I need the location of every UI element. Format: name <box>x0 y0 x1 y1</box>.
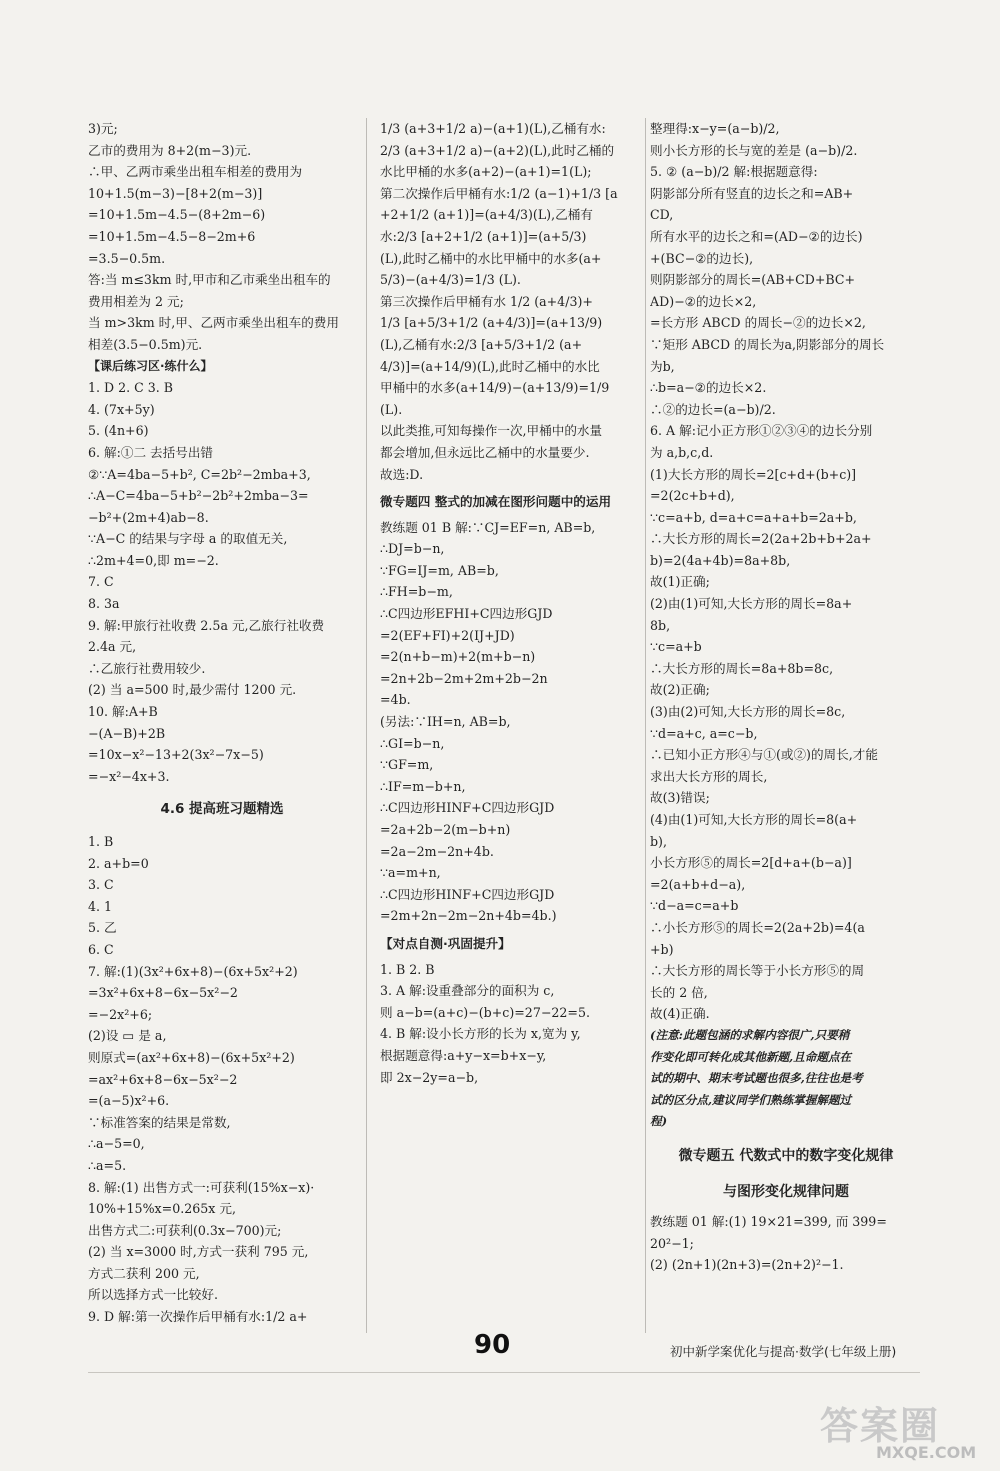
answer-line: 7. 解:(1)(3x²+6x+8)−(6x+5x²+2) <box>88 963 298 979</box>
answer-line: 费用相差为 2 元; <box>88 293 184 309</box>
footer-rule <box>88 1372 920 1373</box>
section-heading: 微专题四 整式的加减在图形问题中的运用 <box>380 494 612 510</box>
section-heading: 与图形变化规律问题 <box>723 1183 849 1200</box>
answer-line: +b) <box>650 941 674 957</box>
answer-line: 4. 1 <box>88 898 113 914</box>
answer-line: ∴C四边形HINF+C四边形GJD <box>380 886 555 902</box>
answer-line: 乙市的费用为 8+2(m−3)元. <box>88 142 252 158</box>
answer-line: =3.5−0.5m. <box>88 250 166 266</box>
answer-line: ∴a−5=0, <box>88 1136 145 1152</box>
answer-line: 9. 解:甲旅行社收费 2.5a 元,乙旅行社收费 <box>88 617 325 633</box>
answer-line: 则小长方形的长与宽的差是 (a−b)/2. <box>650 142 858 158</box>
answer-line: (2) 当 a=500 时,最少需付 1200 元. <box>88 682 297 698</box>
answer-line: 1. B <box>88 834 114 849</box>
answer-line: 试的期中、期末考试题也很多,往往也是考 <box>650 1071 863 1086</box>
answer-line: 10. 解:A+B <box>88 704 158 720</box>
answer-line: 则 a−b=(a+c)−(b+c)=27−22=5. <box>380 1004 590 1020</box>
answer-line: 第三次操作后甲桶有水 1/2 (a+4/3)+ <box>380 293 593 309</box>
column-left <box>88 118 356 1328</box>
answer-line: 所有水平的边长之和=(AD−②的边长) <box>650 228 863 244</box>
answer-line: 相差(3.5−0.5m)元. <box>88 336 203 352</box>
answer-line: 答:当 m≤3km 时,甲市和乙市乘坐出租车的 <box>88 272 331 288</box>
column-right <box>650 118 922 1276</box>
answer-line: =2a+2b−2(m−b+n) <box>380 822 511 837</box>
answer-line: =10+1.5m−4.5−(8+2m−6) <box>88 207 266 223</box>
answer-line: (注意:此题包涵的求解内容很广,只要稍 <box>650 1027 850 1042</box>
answer-line: =2a−2m−2n+4b. <box>380 843 494 859</box>
answer-line: =3x²+6x+8−6x−5x²−2 <box>88 985 238 1001</box>
answer-line: ∵GF=m, <box>380 757 434 773</box>
section-heading: 4.6 提高班习题精选 <box>160 801 284 818</box>
answer-line: =−2x²+6; <box>88 1006 153 1022</box>
answer-line: =2(a+b+d−a), <box>650 876 746 892</box>
answer-line: ∵d=a+c, a=c−b, <box>650 725 758 741</box>
answer-line: b), <box>650 833 667 849</box>
answer-line: ∵A−C 的结果与字母 a 的取值无关, <box>88 531 288 547</box>
answer-line: 9. D 解:第一次操作后甲桶有水:1/2 a+ <box>88 1309 308 1325</box>
answer-line: 故(2)正确; <box>650 682 710 698</box>
answer-line: 整理得:x−y=(a−b)/2, <box>650 121 780 136</box>
answer-line: 所以选择方式一比较好. <box>88 1287 218 1303</box>
answer-line: =2(2c+b+d), <box>650 488 735 504</box>
answer-line: ∴C四边形HINF+C四边形GJD <box>380 800 555 816</box>
answer-line: (2)由(1)可知,大长方形的周长=8a+ <box>650 596 853 612</box>
answer-line: (3)由(2)可知,大长方形的周长=8c, <box>650 704 846 720</box>
column-middle <box>380 118 642 1088</box>
answer-line: 4. B 解:设小长方形的长为 x,宽为 y, <box>380 1026 581 1042</box>
answer-line: 6. C <box>88 941 114 957</box>
section-heading: 微专题五 代数式中的数字变化规律 <box>678 1147 894 1164</box>
answer-line: 2. a+b=0 <box>88 855 149 871</box>
answer-line: 1. B 2. B <box>380 961 435 977</box>
answer-line: =长方形 ABCD 的周长−②的边长×2, <box>650 315 866 331</box>
answer-line: 1/3 [a+5/3+1/2 (a+4/3)]=(a+13/9) <box>380 315 603 331</box>
answer-line: =4b. <box>380 692 411 708</box>
answer-line: ∴2m+4=0,即 m=−2. <box>88 552 219 568</box>
answer-line: (4)由(1)可知,大长方形的周长=8(a+ <box>650 812 858 827</box>
answer-line: +2+1/2 (a+1)]=(a+4/3)(L),乙桶有 <box>380 207 593 223</box>
column-divider <box>645 118 646 1333</box>
answer-line: ∴FH=b−m, <box>380 584 453 600</box>
answer-line: 20²−1; <box>650 1235 694 1251</box>
answer-line: 作变化即可转化成其他新题,且命题点在 <box>650 1049 852 1064</box>
answer-line: 6. 解:①二 去括号出错 <box>88 444 214 460</box>
answer-line: 程) <box>650 1114 668 1129</box>
answer-line: 4. (7x+5y) <box>88 401 155 417</box>
page-number: 90 <box>474 1330 511 1360</box>
answer-line: =2n+2b−2m+2m+2b−2n <box>380 670 548 686</box>
answer-line: 都会增加,但永远比乙桶中的水量要少. <box>380 444 590 460</box>
answer-line: 8. 解:(1) 出售方式一:可获利(15%x−x)· <box>88 1179 315 1195</box>
answer-line: ∴大长方形的周长等于小长方形⑤的周 <box>650 963 865 979</box>
answer-line: 5. (4n+6) <box>88 423 149 439</box>
answer-line: 长的 2 倍, <box>650 984 708 1000</box>
answer-line: 5. 乙 <box>88 920 117 936</box>
answer-line: 3)元; <box>88 121 118 136</box>
answer-line: 水:2/3 [a+2+1/2 (a+1)]=(a+5/3) <box>380 228 587 244</box>
answer-line: ∴大长方形的周长=8a+8b=8c, <box>650 660 834 676</box>
answer-line: ∵c=a+b, d=a+c=a+a+b=2a+b, <box>650 509 857 525</box>
answer-line: 出售方式二:可获利(0.3x−700)元; <box>88 1222 282 1238</box>
watermark-text: 答案圈 <box>820 1404 941 1448</box>
answer-line: (2) (2n+1)(2n+3)=(2n+2)²−1. <box>650 1257 844 1273</box>
answer-line: 故(4)正确. <box>650 1006 710 1022</box>
answer-line: 2.4a 元, <box>88 639 137 655</box>
answer-line: 2/3 (a+3+1/2 a)−(a+2)(L),此时乙桶的 <box>380 142 615 158</box>
answer-line: 10+1.5(m−3)−[8+2(m−3)] <box>88 185 263 201</box>
answer-line: ∵标准答案的结果是常数, <box>88 1114 231 1130</box>
answer-line: ∵矩形 ABCD 的周长为a,阴影部分的周长 <box>650 336 885 352</box>
answer-line: ∴IF=m−b+n, <box>380 778 466 794</box>
answer-line: 8b, <box>650 617 671 633</box>
answer-line: (L). <box>380 401 403 417</box>
answer-line: 1/3 (a+3+1/2 a)−(a+1)(L),乙桶有水: <box>380 121 606 136</box>
answer-line: ∴b=a−②的边长×2. <box>650 380 767 396</box>
answer-line: 故(1)正确; <box>650 574 710 590</box>
answer-line: =10+1.5m−4.5−8−2m+6 <box>88 228 256 244</box>
answer-line: (1)大长方形的周长=2[c+d+(b+c)] <box>650 466 857 482</box>
section-heading: 【对点自测·巩固提升】 <box>380 935 511 951</box>
answer-line: 故选:D. <box>380 466 424 482</box>
answer-line: 当 m>3km 时,甲、乙两市乘坐出租车的费用 <box>88 315 339 331</box>
answer-line: 试的区分点,建议同学们熟练掌握解题过 <box>650 1092 852 1107</box>
answer-line: 小长方形⑤的周长=2[d+a+(b−a)] <box>650 855 852 871</box>
answer-line: 10%+15%x=0.265x 元, <box>88 1201 236 1217</box>
answer-line: b)=2(4a+4b)=8a+8b, <box>650 552 791 568</box>
answer-line: (L),此时乙桶中的水比甲桶中的水多(a+ <box>380 250 602 266</box>
answer-line: ∴②的边长=(a−b)/2. <box>650 401 776 417</box>
answer-line: =2(EF+FI)+2(IJ+JD) <box>380 627 515 643</box>
answer-line: 6. A 解:记小正方形①②③④的边长分别 <box>650 423 873 439</box>
answer-line: 5. ② (a−b)/2 解:根据题意得: <box>650 164 818 180</box>
answer-line: =2(n+b−m)+2(m+b−n) <box>380 649 536 665</box>
answer-line: ∴小长方形⑤的周长=2(2a+2b)=4(a <box>650 919 865 935</box>
answer-line: 3. A 解:设重叠部分的面积为 c, <box>380 983 555 999</box>
book-title: 初中新学案优化与提高·数学(七年级上册) <box>670 1344 897 1359</box>
answer-line: (L),乙桶有水:2/3 [a+5/3+1/2 (a+ <box>380 336 583 352</box>
answer-line: −b²+(2m+4)ab−8. <box>88 509 209 525</box>
answer-line: 甲桶中的水多(a+14/9)−(a+13/9)=1/9 <box>380 380 610 396</box>
answer-line: CD, <box>650 207 674 223</box>
watermark-logo <box>820 1395 990 1465</box>
answer-line: =2m+2n−2m−2n+4b=4b.) <box>380 908 557 924</box>
answer-line: ∴大长方形的周长=2(2a+2b+b+2a+ <box>650 531 872 547</box>
answer-line: 水比甲桶的水多(a+2)−(a+1)=1(L); <box>380 164 592 180</box>
answer-line: (2) 当 x=3000 时,方式一获利 795 元, <box>88 1244 309 1260</box>
watermark-url: MXQE.COM <box>876 1443 977 1462</box>
answer-line: =ax²+6x+8−6x−5x²−2 <box>88 1071 238 1087</box>
answer-line: 即 2x−2y=a−b, <box>380 1069 479 1085</box>
answer-line: 4/3)]=(a+14/9)(L),此时乙桶中的水比 <box>380 358 600 374</box>
answer-line: 5/3)−(a+4/3)=1/3 (L). <box>380 272 521 288</box>
answer-line: ∴A−C=4ba−5+b²−2b²+2mba−3= <box>88 488 309 504</box>
answer-line: 则阴影部分的周长=(AB+CD+BC+ <box>650 272 856 288</box>
answer-line: ∴GI=b−n, <box>380 735 445 751</box>
answer-line: 第二次操作后甲桶有水:1/2 (a−1)+1/3 [a <box>380 185 618 201</box>
answer-line: 教练题 01 解:(1) 19×21=399, 而 399= <box>650 1213 887 1229</box>
answer-line: =(a−5)x²+6. <box>88 1093 170 1109</box>
answer-line: ∵a=m+n, <box>380 865 441 881</box>
answer-line: −(A−B)+2B <box>88 725 166 741</box>
answer-line: ∴C四边形EFHI+C四边形GJD <box>380 606 553 622</box>
answer-line: ∴a=5. <box>88 1157 127 1173</box>
answer-line: 为b, <box>650 358 675 374</box>
answer-line: 阴影部分所有竖直的边长之和=AB+ <box>650 185 854 201</box>
answer-line: 1. D 2. C 3. B <box>88 380 174 396</box>
answer-line: (2)设 ▭ 是 a, <box>88 1028 167 1044</box>
answer-line: ∴乙旅行社费用较少. <box>88 660 206 676</box>
answer-line: 7. C <box>88 574 114 590</box>
answer-line: 8. 3a <box>88 596 120 612</box>
answer-line: =−x²−4x+3. <box>88 768 170 784</box>
answer-line: 求出大长方形的周长, <box>650 768 768 784</box>
answer-line: (另法:∵IH=n, AB=b, <box>380 714 511 730</box>
answer-line: 根据题意得:a+y−x=b+x−y, <box>380 1047 547 1063</box>
answer-line: =10x−x²−13+2(3x²−7x−5) <box>88 747 264 763</box>
answer-line: 为 a,b,c,d. <box>650 444 714 460</box>
answer-line: ∴已知小正方形④与①(或②)的周长,才能 <box>650 747 878 763</box>
answer-line: 【课后练习区·练什么】 <box>88 358 213 373</box>
answer-line: 则原式=(ax²+6x+8)−(6x+5x²+2) <box>88 1049 295 1065</box>
answer-line: ∵c=a+b <box>650 639 702 655</box>
answer-line: +(BC−②的边长), <box>650 250 754 266</box>
answer-line: ∴甲、乙两市乘坐出租车相差的费用为 <box>88 164 303 180</box>
answer-line: 教练题 01 B 解:∵CJ=EF=n, AB=b, <box>380 519 596 535</box>
answer-line: 方式二获利 200 元, <box>88 1265 200 1281</box>
answer-line: ∵d−a=c=a+b <box>650 898 739 914</box>
answer-line: 3. C <box>88 877 114 893</box>
answer-line: ∵FG=IJ=m, AB=b, <box>380 562 499 578</box>
answer-line: ∴DJ=b−n, <box>380 541 445 557</box>
answer-line: ②∵A=4ba−5+b², C=2b²−2mba+3, <box>88 466 311 482</box>
answer-line: 故(3)错误; <box>650 790 710 806</box>
answer-line: 以此类推,可知每操作一次,甲桶中的水量 <box>380 423 603 439</box>
column-divider <box>366 118 367 1333</box>
answer-line: AD)−②的边长×2, <box>650 293 757 309</box>
